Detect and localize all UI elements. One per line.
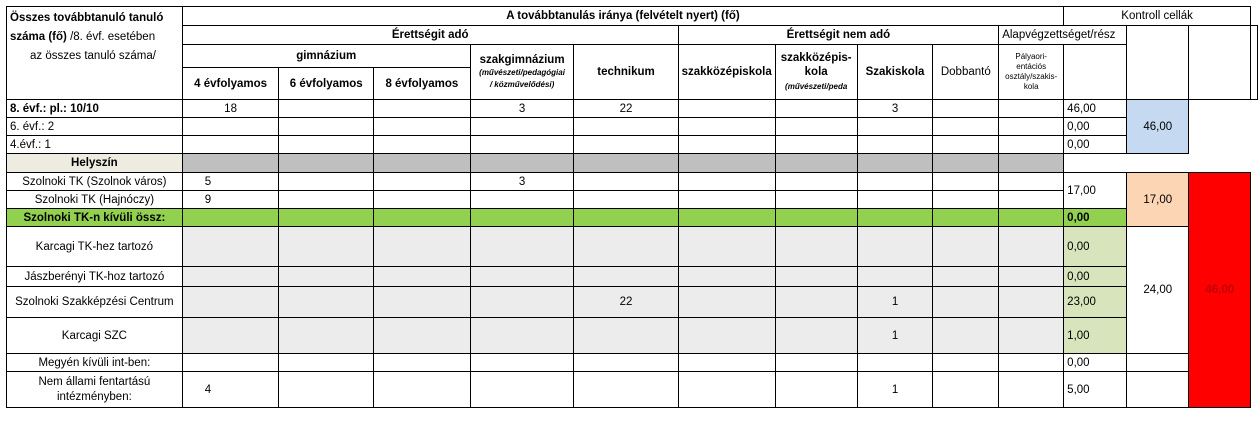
cell[interactable] [775, 267, 857, 287]
row-label[interactable]: Jászberényi TK-hoz tartozó [7, 267, 183, 287]
cell[interactable] [574, 227, 678, 267]
cell[interactable] [933, 118, 999, 136]
cell[interactable] [678, 136, 775, 154]
cell[interactable] [470, 209, 574, 227]
cell[interactable] [678, 287, 775, 318]
table-row [7, 227, 1258, 267]
cell[interactable] [374, 227, 471, 267]
cell[interactable] [574, 209, 678, 227]
cell-szakisk[interactable]: 1 [857, 318, 933, 354]
cell[interactable] [374, 354, 471, 372]
technikum-header: technikum [574, 45, 678, 100]
control-total[interactable]: 46,00 [1189, 173, 1251, 408]
cell[interactable] [374, 173, 471, 191]
row-label[interactable]: Karcagi SZC [7, 318, 183, 354]
cell[interactable] [857, 118, 933, 136]
cell[interactable] [678, 372, 775, 408]
table-row [7, 318, 1258, 354]
evf8-header: 8 évfolyamos [374, 68, 471, 100]
cell[interactable] [999, 154, 1064, 173]
cell[interactable] [678, 173, 775, 191]
cell[interactable] [279, 100, 374, 118]
cell[interactable] [470, 191, 574, 209]
cell[interactable] [678, 227, 775, 267]
cell[interactable] [678, 154, 775, 173]
cell[interactable] [470, 318, 574, 354]
table-row [7, 354, 1258, 372]
cell[interactable] [933, 154, 999, 173]
control-cell[interactable]: 0,00 [1064, 118, 1127, 136]
control-cell[interactable]: 0,00 [1064, 267, 1127, 287]
cell[interactable] [857, 136, 933, 154]
row-label[interactable] [7, 372, 183, 408]
cell[interactable] [374, 154, 471, 173]
row-label[interactable]: 8. évf.: pl.: 10/10 [7, 100, 183, 118]
cell[interactable] [933, 372, 999, 408]
cell[interactable] [775, 209, 857, 227]
cell[interactable] [470, 118, 574, 136]
cell[interactable] [374, 118, 471, 136]
table-row [7, 372, 1258, 408]
cell[interactable] [574, 154, 678, 173]
cell[interactable] [933, 209, 999, 227]
cell[interactable] [775, 118, 857, 136]
blank [1189, 136, 1251, 154]
cell[interactable] [182, 318, 279, 354]
cell[interactable] [933, 267, 999, 287]
cell[interactable] [933, 191, 999, 209]
cell[interactable] [857, 209, 933, 227]
cell[interactable] [470, 136, 574, 154]
cell[interactable] [470, 287, 574, 318]
cell-tech[interactable]: 22 [574, 287, 678, 318]
cell[interactable] [999, 267, 1064, 287]
cell[interactable] [574, 318, 678, 354]
table-row [7, 136, 1258, 154]
left-header-cell [7, 7, 183, 100]
cell[interactable] [857, 267, 933, 287]
palya-label4: kola [1023, 82, 1039, 91]
helyszin-label[interactable]: Helyszín [7, 154, 183, 173]
cell[interactable] [775, 100, 857, 118]
cell[interactable] [999, 354, 1064, 372]
direction-header: A továbbtanulás iránya (felvételt nyert) (fő) [182, 7, 1063, 26]
cell[interactable] [182, 154, 279, 173]
cell[interactable] [933, 227, 999, 267]
cell[interactable] [374, 372, 471, 408]
nem-allami-label2: intézményben: [56, 390, 132, 403]
dobbanto-header: Dobbantó [933, 45, 999, 100]
erettsegit-ado-header: Érettségit adó [182, 26, 678, 45]
row-label[interactable]: Megyén kívüli int-ben: [7, 354, 183, 372]
cell[interactable] [933, 318, 999, 354]
cell[interactable] [775, 227, 857, 267]
cell[interactable] [470, 267, 574, 287]
cell[interactable] [999, 287, 1064, 318]
szakgimnazium-label: szakgimnázium [479, 54, 565, 66]
control-blank-1 [1127, 26, 1189, 100]
nem-allami-label1: Nem állami fentartású [38, 375, 151, 388]
cell-tech[interactable]: 22 [574, 100, 678, 118]
cell[interactable] [678, 267, 775, 287]
cell[interactable] [374, 209, 471, 227]
cell[interactable] [279, 191, 374, 209]
szakkozepiskola-header: szakközépiskola [678, 45, 775, 100]
left-title-line3: az összes tanuló száma/ [30, 50, 156, 62]
left-title-line1: Összes továbbtanuló tanuló [10, 12, 164, 24]
cell[interactable] [279, 136, 374, 154]
row-label[interactable]: 6. évf.: 2 [7, 118, 183, 136]
control-header: Kontroll cellák [1064, 7, 1251, 26]
cell[interactable] [279, 154, 374, 173]
table-row [7, 267, 1258, 287]
cell[interactable] [574, 191, 678, 209]
blank [1189, 100, 1251, 118]
row-label[interactable]: Szolnoki Szakképzési Centrum [7, 287, 183, 318]
cell[interactable] [999, 372, 1064, 408]
cell[interactable] [775, 191, 857, 209]
cell[interactable] [775, 136, 857, 154]
cell[interactable] [279, 354, 374, 372]
palya-label1: Pályaori- [1015, 52, 1047, 61]
cell[interactable] [470, 372, 574, 408]
szakiskola-header: Szakiskola [857, 45, 933, 100]
cell[interactable] [574, 136, 678, 154]
szakgimnazium-sub2: / közművelődési) [489, 80, 555, 89]
palya-label2: entációs [1016, 62, 1047, 71]
cell[interactable] [999, 173, 1064, 191]
control-sum-c[interactable]: 24,00 [1127, 227, 1189, 354]
spreadsheet-table [6, 6, 1258, 408]
cell[interactable] [857, 191, 933, 209]
cell[interactable] [775, 173, 857, 191]
cell-szakisk[interactable]: 3 [857, 100, 933, 118]
cell[interactable] [857, 154, 933, 173]
blank [1127, 154, 1189, 173]
cell[interactable] [775, 318, 857, 354]
cell[interactable] [999, 136, 1064, 154]
cell[interactable] [999, 118, 1064, 136]
control-cell[interactable]: 23,00 [1064, 287, 1127, 318]
control-cell[interactable]: 1,00 [1064, 318, 1127, 354]
palya-label3: osztály/szakis- [1005, 72, 1058, 81]
cell[interactable] [374, 100, 471, 118]
cell[interactable] [678, 100, 775, 118]
cell[interactable] [678, 318, 775, 354]
cell[interactable] [279, 318, 374, 354]
table-row [7, 118, 1258, 136]
cell[interactable] [574, 354, 678, 372]
cell[interactable] [999, 100, 1064, 118]
control-cell[interactable]: 0,00 [1064, 136, 1127, 154]
row-label[interactable]: Szolnoki TK-n kívüli össz: [7, 209, 183, 227]
cell[interactable] [182, 209, 279, 227]
cell[interactable] [933, 173, 999, 191]
cell-szakgim[interactable]: 3 [470, 173, 574, 191]
cell[interactable] [279, 372, 374, 408]
cell[interactable] [374, 191, 471, 209]
table-row [7, 209, 1258, 227]
cell[interactable] [374, 318, 471, 354]
szakkozepis-kola-header [775, 45, 857, 100]
cell[interactable] [933, 287, 999, 318]
cell[interactable] [279, 118, 374, 136]
blank [1189, 118, 1251, 136]
cell[interactable] [999, 227, 1064, 267]
control-cell[interactable]: 0,00 [1064, 227, 1127, 267]
cell[interactable] [279, 287, 374, 318]
cell[interactable] [374, 267, 471, 287]
szakkozepis-label1: szakközépis- [780, 52, 852, 64]
cell[interactable] [279, 173, 374, 191]
row-label[interactable]: 4.évf.: 1 [7, 136, 183, 154]
cell-szakgim[interactable]: 3 [470, 100, 574, 118]
cell[interactable] [574, 173, 678, 191]
cell[interactable] [182, 227, 279, 267]
cell[interactable] [182, 267, 279, 287]
cell[interactable] [574, 372, 678, 408]
cell[interactable] [182, 136, 279, 154]
evf4-header: 4 évfolyamos [182, 68, 279, 100]
cell-szakisk[interactable]: 1 [857, 372, 933, 408]
cell[interactable] [574, 118, 678, 136]
gimnazium-header: gimnázium [182, 45, 470, 68]
cell[interactable] [999, 191, 1064, 209]
control-cell[interactable]: 17,00 [1064, 173, 1127, 209]
blank[interactable] [1127, 372, 1189, 408]
control-sum-a[interactable]: 46,00 [1127, 100, 1189, 154]
cell[interactable] [374, 287, 471, 318]
cell[interactable] [470, 227, 574, 267]
cell[interactable] [857, 173, 933, 191]
cell[interactable] [574, 267, 678, 287]
table-row [7, 100, 1258, 118]
szakgimnazium-header [470, 45, 574, 100]
szakgimnazium-sub1: (művészeti/pedagógiai [479, 68, 565, 77]
szakkozepis-label2: kola [804, 66, 828, 78]
control-blank-3 [1251, 26, 1258, 100]
control-cell[interactable]: 0,00 [1064, 354, 1127, 372]
cell[interactable] [678, 191, 775, 209]
cell-g4[interactable]: 4 [182, 372, 279, 408]
cell[interactable] [470, 154, 574, 173]
cell[interactable] [933, 136, 999, 154]
evf6-header: 6 évfolyamos [279, 68, 374, 100]
cell-g4[interactable]: 18 [182, 100, 279, 118]
cell[interactable] [933, 100, 999, 118]
blank[interactable] [1127, 354, 1189, 372]
cell-g4[interactable]: 5 [182, 173, 279, 191]
control-cell[interactable]: 0,00 [1064, 209, 1127, 227]
blank [1064, 154, 1127, 173]
cell-szakisk[interactable]: 1 [857, 287, 933, 318]
cell[interactable] [374, 136, 471, 154]
cell[interactable] [182, 287, 279, 318]
cell[interactable] [999, 209, 1064, 227]
cell-g4[interactable]: 9 [182, 191, 279, 209]
cell[interactable] [279, 209, 374, 227]
row-label[interactable]: Karcagi TK-hez tartozó [7, 227, 183, 267]
erettsegit-nem-ado-header: Érettségit nem adó [678, 26, 999, 45]
cell[interactable] [279, 267, 374, 287]
cell[interactable] [678, 118, 775, 136]
cell[interactable] [775, 287, 857, 318]
palyaorientacios-header [999, 45, 1064, 100]
cell[interactable] [678, 209, 775, 227]
left-title-line2-rest: /8. évf. esetében [66, 31, 156, 43]
cell[interactable] [933, 354, 999, 372]
control-cell[interactable]: 5,00 [1064, 372, 1127, 408]
cell[interactable] [857, 354, 933, 372]
cell[interactable] [678, 354, 775, 372]
szakkozepis-sub: (művészeti/peda [785, 82, 848, 91]
table-row [7, 287, 1258, 318]
table-row [7, 154, 1258, 173]
cell[interactable] [999, 318, 1064, 354]
alapvegzettseg-header: Alapvégzettséget/rész [999, 26, 1127, 45]
control-sum-b[interactable]: 17,00 [1127, 173, 1189, 227]
cell[interactable] [182, 118, 279, 136]
cell[interactable] [182, 354, 279, 372]
control-blank-2 [1189, 26, 1251, 100]
row-label[interactable]: Szolnoki TK (Hajnóczy) [7, 191, 183, 209]
blank [1189, 154, 1251, 173]
cell[interactable] [775, 354, 857, 372]
cell[interactable] [279, 227, 374, 267]
cell[interactable] [470, 354, 574, 372]
cell[interactable] [775, 372, 857, 408]
table-row [7, 173, 1258, 191]
cell[interactable] [857, 227, 933, 267]
cell[interactable] [775, 154, 857, 173]
left-title-line2-bold: száma (fő) [10, 31, 67, 43]
row-label[interactable]: Szolnoki TK (Szolnok város) [7, 173, 183, 191]
control-cell[interactable]: 46,00 [1064, 100, 1127, 118]
